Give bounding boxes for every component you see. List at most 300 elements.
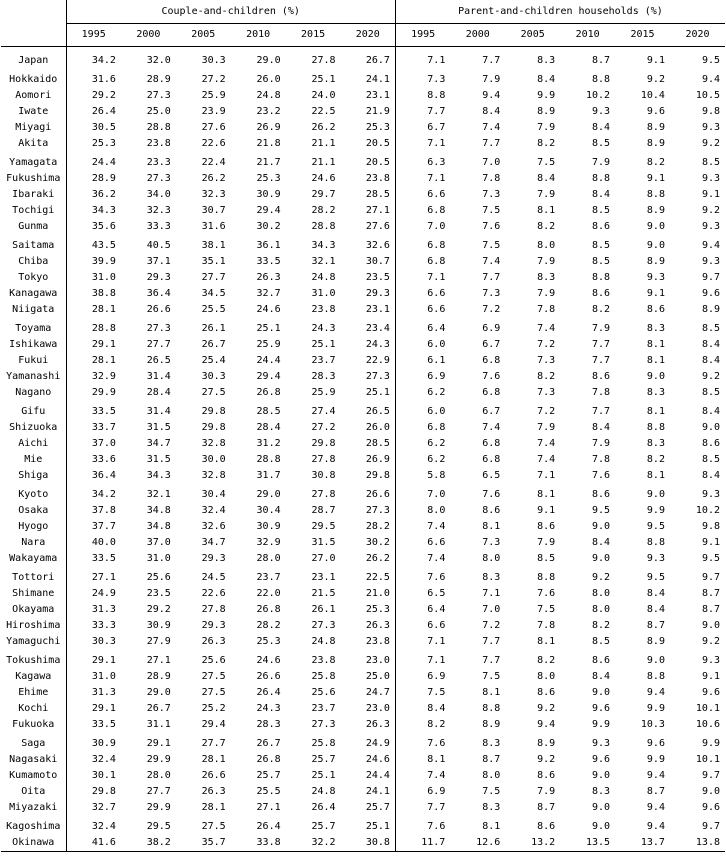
couple-children-value: 26.8 — [256, 387, 281, 398]
couple-children-value: 27.0 — [311, 553, 336, 564]
parent-children-value: 8.1 — [646, 470, 665, 481]
parent-children-value: 8.1 — [646, 355, 665, 366]
couple-children-value: 24.0 — [311, 90, 336, 101]
parent-children-value: 9.6 — [592, 754, 611, 765]
parent-children-value: 6.6 — [427, 304, 446, 315]
prefecture-cell: Toyama — [1, 318, 66, 337]
couple-children-value: 27.7 — [201, 272, 226, 283]
parent-children-value: 9.1 — [537, 505, 556, 516]
parent-children-value: 6.8 — [482, 438, 501, 449]
parent-children-value: 6.9 — [427, 786, 446, 797]
couple-children-value: 28.4 — [146, 387, 171, 398]
prefecture-cell: Tokyo — [1, 270, 66, 286]
table-row — [1, 88, 725, 104]
table-row — [1, 369, 725, 385]
couple-children-value: 36.4 — [146, 288, 171, 299]
couple-children-value: 34.8 — [146, 521, 171, 532]
parent-children-value: 10.2 — [585, 90, 611, 101]
table-row — [1, 752, 725, 768]
couple-children-value: 31.0 — [311, 288, 336, 299]
prefecture-cell: Mie — [1, 452, 66, 468]
couple-children-value: 23.4 — [341, 318, 396, 337]
parent-children-value: 7.8 — [482, 173, 501, 184]
table-row — [1, 800, 725, 816]
couple-children-value: 21.9 — [341, 104, 396, 120]
couple-children-value: 29.3 — [201, 620, 226, 631]
parent-children-value: 8.8 — [646, 189, 665, 200]
parent-children-value: 7.9 — [537, 288, 556, 299]
parent-children-value: 6.1 — [427, 355, 446, 366]
parent-children-value: 7.2 — [537, 406, 556, 417]
couple-children-value: 29.0 — [256, 489, 281, 500]
parent-children-value: 9.0 — [592, 687, 611, 698]
couple-children-value: 32.2 — [286, 835, 341, 852]
couple-children-value: 27.3 — [311, 719, 336, 730]
couple-children-value: 39.9 — [91, 256, 116, 267]
couple-children-value: 34.2 — [91, 489, 116, 500]
prefecture-cell: Okayama — [1, 602, 66, 618]
couple-children-value: 27.6 — [201, 122, 226, 133]
couple-children-value: 23.8 — [146, 138, 171, 149]
parent-children-value: 8.4 — [592, 671, 611, 682]
couple-children-value: 30.2 — [341, 535, 396, 551]
parent-children-value: 8.8 — [646, 537, 665, 548]
table-row — [1, 503, 725, 519]
table-row — [1, 385, 725, 401]
couple-children-value: 36.4 — [91, 470, 116, 481]
couple-children-value: 30.5 — [91, 122, 116, 133]
couple-children-value: 28.0 — [256, 553, 281, 564]
couple-children-value: 35.6 — [91, 221, 116, 232]
couple-children-value: 25.1 — [311, 74, 336, 85]
prefecture-cell: Kyoto — [1, 484, 66, 503]
parent-children-value: 7.7 — [427, 106, 446, 117]
couple-children-value: 27.7 — [201, 738, 226, 749]
parent-children-value: 9.2 — [592, 572, 611, 583]
couple-children-value: 34.3 — [311, 240, 336, 251]
couple-children-value: 30.4 — [201, 489, 226, 500]
table-row — [1, 69, 725, 88]
parent-children-value: 9.3 — [701, 489, 720, 500]
parent-children-value: 8.4 — [646, 588, 665, 599]
parent-children-value: 8.4 — [701, 355, 720, 366]
parent-children-value: 8.3 — [482, 572, 501, 583]
parent-children-value: 8.4 — [592, 122, 611, 133]
parent-children-value: 7.1 — [427, 138, 446, 149]
parent-children-value: 9.1 — [646, 288, 665, 299]
couple-children-value: 29.9 — [91, 387, 116, 398]
couple-children-value: 25.0 — [146, 106, 171, 117]
parent-children-value: 7.1 — [427, 173, 446, 184]
prefecture-cell: Chiba — [1, 254, 66, 270]
couple-children-value: 37.7 — [91, 521, 116, 532]
couple-children-value: 25.5 — [256, 786, 281, 797]
couple-children-value: 31.4 — [146, 371, 171, 382]
parent-children-value: 8.4 — [592, 422, 611, 433]
couple-children-value: 23.8 — [341, 171, 396, 187]
parent-children-value: 7.3 — [427, 74, 446, 85]
couple-children-value: 38.1 — [201, 240, 226, 251]
parent-children-value: 9.0 — [592, 521, 611, 532]
parent-children-value: 8.7 — [646, 620, 665, 631]
parent-children-value: 8.9 — [646, 122, 665, 133]
couple-children-value: 26.7 — [341, 47, 396, 70]
couple-children-value: 29.0 — [256, 55, 281, 66]
couple-children-value: 25.3 — [256, 173, 281, 184]
couple-children-value: 21.1 — [311, 138, 336, 149]
couple-children-value: 32.9 — [91, 371, 116, 382]
couple-children-value: 26.7 — [201, 339, 226, 350]
couple-children-value: 22.0 — [256, 588, 281, 599]
couple-children-value: 23.0 — [341, 701, 396, 717]
year-header-a: 2000 — [121, 24, 176, 47]
couple-children-value: 28.5 — [256, 406, 281, 417]
parent-children-value: 9.7 — [701, 272, 720, 283]
parent-children-value: 7.7 — [592, 406, 611, 417]
parent-children-value: 9.2 — [701, 205, 720, 216]
parent-children-value: 9.6 — [646, 738, 665, 749]
parent-children-value: 9.7 — [701, 770, 720, 781]
table-row — [1, 270, 725, 286]
parent-children-value: 8.9 — [646, 256, 665, 267]
header-corner-lower — [1, 24, 66, 47]
prefecture-cell: Tokushima — [1, 650, 66, 669]
prefecture-cell: Shiga — [1, 468, 66, 484]
parent-children-value: 9.5 — [592, 505, 611, 516]
prefecture-cell: Gunma — [1, 219, 66, 235]
couple-children-value: 24.1 — [341, 69, 396, 88]
parent-children-value: 8.6 — [592, 655, 611, 666]
table-row — [1, 401, 725, 420]
prefecture-cell: Ibaraki — [1, 187, 66, 203]
table-row — [1, 104, 725, 120]
couple-children-value: 26.8 — [256, 754, 281, 765]
parent-children-value: 9.3 — [592, 106, 611, 117]
parent-children-value: 8.0 — [482, 770, 501, 781]
couple-children-value: 29.1 — [91, 339, 116, 350]
couple-children-value: 28.3 — [311, 371, 336, 382]
parent-children-value: 7.1 — [482, 588, 501, 599]
prefecture-cell: Kagawa — [1, 669, 66, 685]
parent-children-value: 8.7 — [482, 754, 501, 765]
couple-children-value: 32.7 — [91, 802, 116, 813]
year-header-b: 1995 — [395, 24, 450, 47]
couple-children-value: 23.5 — [146, 588, 171, 599]
parent-children-value: 7.8 — [537, 620, 556, 631]
couple-children-value: 27.5 — [201, 687, 226, 698]
couple-children-value: 33.5 — [91, 406, 116, 417]
table-row — [1, 302, 725, 318]
couple-children-value: 37.8 — [91, 505, 116, 516]
parent-children-value: 9.6 — [646, 106, 665, 117]
prefecture-cell: Aomori — [1, 88, 66, 104]
parent-children-value: 7.7 — [482, 55, 501, 66]
parent-children-value: 8.7 — [701, 604, 720, 615]
couple-children-value: 28.9 — [146, 671, 171, 682]
parent-children-value: 9.6 — [592, 703, 611, 714]
parent-children-value: 6.4 — [427, 323, 446, 334]
couple-children-value: 27.8 — [311, 489, 336, 500]
couple-children-value: 25.3 — [256, 636, 281, 647]
parent-children-value: 8.1 — [646, 406, 665, 417]
parent-children-value: 6.7 — [427, 122, 446, 133]
parent-children-value: 5.8 — [427, 470, 446, 481]
prefecture-cell: Ishikawa — [1, 337, 66, 353]
table-row — [1, 286, 725, 302]
table-row — [1, 567, 725, 586]
couple-children-value: 24.4 — [341, 768, 396, 784]
couple-children-value: 30.7 — [201, 205, 226, 216]
couple-children-value: 23.3 — [146, 157, 171, 168]
couple-children-value: 21.1 — [311, 157, 336, 168]
couple-children-value: 21.5 — [311, 588, 336, 599]
couple-children-value: 30.3 — [91, 636, 116, 647]
parent-children-value: 9.3 — [701, 173, 720, 184]
parent-children-value: 7.9 — [592, 157, 611, 168]
parent-children-value: 8.5 — [537, 553, 556, 564]
parent-children-value: 9.9 — [646, 703, 665, 714]
parent-children-value: 7.5 — [482, 671, 501, 682]
prefecture-cell: Nagano — [1, 385, 66, 401]
header-group-row — [1, 0, 725, 24]
couple-children-value: 23.7 — [311, 355, 336, 366]
parent-children-value: 8.5 — [592, 205, 611, 216]
parent-children-value: 8.1 — [482, 821, 501, 832]
parent-children-value: 8.1 — [482, 521, 501, 532]
parent-children-value: 7.3 — [482, 288, 501, 299]
couple-children-value: 25.0 — [341, 669, 396, 685]
couple-children-value: 25.9 — [256, 339, 281, 350]
couple-children-value: 34.7 — [201, 537, 226, 548]
couple-children-value: 31.4 — [146, 406, 171, 417]
parent-children-value: 9.8 — [701, 521, 720, 532]
couple-children-value: 31.3 — [91, 687, 116, 698]
couple-children-value: 34.3 — [91, 205, 116, 216]
couple-children-value: 30.1 — [91, 770, 116, 781]
couple-children-value: 23.7 — [311, 703, 336, 714]
parent-children-value: 7.0 — [427, 221, 446, 232]
couple-children-value: 27.3 — [341, 369, 396, 385]
couple-children-value: 22.5 — [341, 567, 396, 586]
parent-children-value: 8.6 — [701, 438, 720, 449]
parent-children-value: 9.0 — [646, 489, 665, 500]
parent-children-value: 8.4 — [427, 703, 446, 714]
parent-children-value: 7.4 — [482, 256, 501, 267]
couple-children-value: 27.1 — [146, 655, 171, 666]
parent-children-value: 8.0 — [537, 671, 556, 682]
couple-children-value: 26.4 — [256, 821, 281, 832]
parent-children-value: 6.4 — [427, 604, 446, 615]
couple-children-value: 24.3 — [341, 337, 396, 353]
parent-children-value: 8.1 — [482, 687, 501, 698]
couple-children-value: 33.3 — [91, 620, 116, 631]
parent-children-value: 9.2 — [701, 636, 720, 647]
parent-children-value: 7.6 — [427, 821, 446, 832]
year-header-b: 2010 — [560, 24, 615, 47]
parent-children-value: 9.4 — [482, 90, 501, 101]
couple-children-value: 32.4 — [91, 821, 116, 832]
parent-children-value: 6.9 — [482, 323, 501, 334]
parent-children-value: 8.2 — [646, 157, 665, 168]
parent-children-value: 7.9 — [537, 122, 556, 133]
parent-children-value: 9.1 — [646, 55, 665, 66]
parent-children-value: 9.4 — [646, 770, 665, 781]
couple-children-value: 31.6 — [201, 221, 226, 232]
couple-children-value: 29.1 — [146, 738, 171, 749]
parent-children-value: 6.6 — [427, 620, 446, 631]
parent-children-value: 9.1 — [701, 189, 720, 200]
parent-children-value: 8.5 — [701, 387, 720, 398]
couple-children-value: 32.4 — [91, 754, 116, 765]
couple-children-value: 35.7 — [176, 835, 231, 852]
couple-children-value: 24.6 — [256, 304, 281, 315]
couple-children-value: 37.0 — [146, 537, 171, 548]
couple-children-value: 24.6 — [341, 752, 396, 768]
couple-children-value: 34.0 — [146, 189, 171, 200]
couple-children-value: 25.5 — [201, 304, 226, 315]
couple-children-value: 27.7 — [146, 786, 171, 797]
couple-children-value: 38.2 — [121, 835, 176, 852]
parent-children-value: 7.2 — [537, 339, 556, 350]
table-row — [1, 669, 725, 685]
couple-children-value: 25.9 — [311, 387, 336, 398]
parent-children-value: 8.4 — [701, 339, 720, 350]
couple-children-value: 24.6 — [311, 173, 336, 184]
couple-children-value: 32.8 — [201, 470, 226, 481]
parent-children-value: 7.8 — [592, 454, 611, 465]
parent-children-value: 7.4 — [427, 770, 446, 781]
parent-children-value: 9.0 — [646, 240, 665, 251]
parent-children-value: 9.0 — [646, 221, 665, 232]
table-row — [1, 586, 725, 602]
parent-children-value: 8.2 — [537, 655, 556, 666]
parent-children-value: 7.1 — [427, 655, 446, 666]
table-row — [1, 187, 725, 203]
couple-children-value: 29.4 — [256, 371, 281, 382]
parent-children-value: 8.6 — [537, 687, 556, 698]
couple-children-value: 26.3 — [201, 636, 226, 647]
parent-children-value: 7.5 — [537, 157, 556, 168]
couple-children-value: 27.3 — [146, 173, 171, 184]
parent-children-value: 9.2 — [537, 754, 556, 765]
parent-children-value: 8.8 — [427, 90, 446, 101]
couple-children-value: 26.0 — [341, 420, 396, 436]
couple-children-value: 20.5 — [341, 136, 396, 152]
couple-children-value: 24.1 — [341, 784, 396, 800]
parent-children-value: 7.6 — [482, 489, 501, 500]
parent-children-value: 7.1 — [427, 55, 446, 66]
parent-children-value: 8.5 — [592, 240, 611, 251]
couple-children-value: 31.0 — [146, 553, 171, 564]
parent-children-value: 6.9 — [427, 371, 446, 382]
prefecture-cell: Niigata — [1, 302, 66, 318]
parent-children-value: 9.0 — [592, 770, 611, 781]
couple-children-value: 24.6 — [256, 655, 281, 666]
couple-children-value: 26.5 — [341, 401, 396, 420]
couple-children-value: 40.0 — [91, 537, 116, 548]
prefecture-cell: Fukui — [1, 353, 66, 369]
table-row — [1, 452, 725, 468]
parent-children-value: 9.0 — [592, 821, 611, 832]
parent-children-value: 9.7 — [701, 821, 720, 832]
couple-children-value: 27.1 — [341, 203, 396, 219]
couple-children-value: 26.8 — [256, 604, 281, 615]
parent-children-value: 8.5 — [592, 636, 611, 647]
parent-children-value: 9.5 — [646, 572, 665, 583]
couple-children-value: 28.1 — [91, 304, 116, 315]
table-row — [1, 835, 725, 852]
parent-children-value: 9.1 — [646, 173, 665, 184]
parent-children-value: 7.5 — [482, 786, 501, 797]
couple-children-value: 25.6 — [146, 572, 171, 583]
parent-children-value: 9.4 — [701, 240, 720, 251]
parent-children-value: 8.8 — [592, 74, 611, 85]
couple-children-value: 29.3 — [341, 286, 396, 302]
couple-children-value: 24.8 — [311, 636, 336, 647]
table-row — [1, 203, 725, 219]
couple-children-value: 21.8 — [256, 138, 281, 149]
parent-children-value: 10.6 — [695, 719, 720, 730]
couple-children-value: 33.8 — [231, 835, 286, 852]
parent-children-value: 9.2 — [646, 74, 665, 85]
couple-children-value: 25.3 — [341, 602, 396, 618]
parent-children-value: 9.4 — [646, 802, 665, 813]
couple-children-value: 23.2 — [256, 106, 281, 117]
couple-children-value: 30.7 — [341, 254, 396, 270]
parent-children-value: 6.2 — [427, 454, 446, 465]
parent-children-value: 10.4 — [640, 90, 665, 101]
couple-children-value: 24.9 — [341, 733, 396, 752]
parent-children-value: 7.7 — [427, 802, 446, 813]
table-row — [1, 468, 725, 484]
parent-children-value: 8.6 — [537, 770, 556, 781]
couple-children-value: 26.1 — [311, 604, 336, 615]
table-row — [1, 420, 725, 436]
parent-children-value: 9.3 — [701, 221, 720, 232]
parent-children-value: 13.8 — [670, 835, 725, 852]
couple-children-value: 26.3 — [201, 786, 226, 797]
couple-children-value: 28.3 — [256, 719, 281, 730]
couple-children-value: 30.2 — [256, 221, 281, 232]
parent-children-value: 8.0 — [427, 505, 446, 516]
couple-children-value: 26.3 — [341, 717, 396, 733]
couple-children-value: 32.1 — [311, 256, 336, 267]
parent-children-value: 7.7 — [482, 636, 501, 647]
table-body — [1, 47, 725, 852]
prefecture-cell: Shizuoka — [1, 420, 66, 436]
couple-children-value: 25.7 — [256, 770, 281, 781]
couple-children-value: 31.0 — [91, 671, 116, 682]
parent-children-value: 9.2 — [701, 371, 720, 382]
couple-children-value: 25.9 — [201, 90, 226, 101]
parent-children-value: 8.5 — [592, 138, 611, 149]
parent-children-value: 9.6 — [701, 802, 720, 813]
couple-children-value: 28.2 — [311, 205, 336, 216]
couple-children-value: 29.3 — [201, 553, 226, 564]
parent-children-value: 8.8 — [482, 703, 501, 714]
parent-children-value: 8.8 — [592, 272, 611, 283]
couple-children-value: 24.3 — [256, 703, 281, 714]
parent-children-value: 6.8 — [482, 387, 501, 398]
parent-children-value: 8.0 — [537, 240, 556, 251]
parent-children-value: 7.5 — [537, 604, 556, 615]
prefecture-cell: Okinawa — [1, 835, 66, 852]
parent-children-value: 8.4 — [701, 470, 720, 481]
parent-children-value: 8.3 — [537, 55, 556, 66]
prefecture-cell: Oita — [1, 784, 66, 800]
parent-children-value: 7.1 — [427, 636, 446, 647]
parent-children-value: 9.8 — [701, 106, 720, 117]
